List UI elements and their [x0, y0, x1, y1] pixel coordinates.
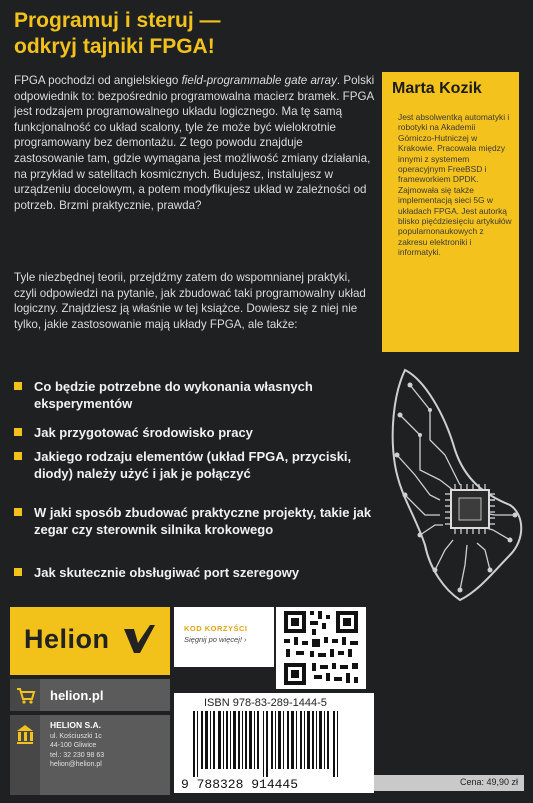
publisher-address-row	[10, 715, 170, 795]
helion-logo	[10, 607, 170, 675]
bullet-square-icon	[14, 428, 22, 436]
author-name: Marta Kozik	[392, 80, 482, 97]
publisher-address	[50, 721, 165, 770]
back-cover-title	[14, 8, 334, 60]
author-bio: Jest absolwentką automatyki i robotyki na Akademii Górniczo-Hutniczej w Krakowie. Pracowała między innymi z systemem operacyjnym FreeBSD i frameworkiem DPDK. Zajmowała się także implementacją sieci 5G w układach FPGA. Jest autorką blisko pięćdziesięciu artykułów popularnonaukowych z zakresu elektroniki i informatyki.	[398, 112, 512, 258]
title-line-2: odkryj tajniki FPGA!	[14, 35, 215, 58]
publisher-url[interactable]: helion.pl	[50, 688, 104, 703]
helion-logo-check	[122, 623, 156, 655]
qr-code-graphic	[276, 607, 366, 689]
bullet-square-icon	[14, 452, 22, 460]
price: Cena: 49,90 zł	[459, 777, 518, 787]
address-line: helion@helion.pl	[50, 761, 102, 768]
barcode-digits: 9 788328 914445	[181, 777, 299, 791]
intro-paragraph-1: FPGA pochodzi od angielskiego field-programmable gate array. Polski odpowiednik to: bezpośrednio programowalna macierz bramek. FPGA jest rodzajem programowalnego układu logicznego. Ma tę samą funkcjonalność co układ scalony, tyle że może być wielokrotnie programowany bez demontażu. Z tego powodu znajduje zastosowanie tam, gdzie wymagana jest możliwość zmiany działania, na przykład w satelitach kosmicznych. Budujesz, instalujesz w urządzeniu docelowym, a potem modyfikujesz układ w zależności od potrzeb. Brzmi praktycznie, prawda?	[14, 74, 375, 212]
publisher-block	[10, 607, 170, 795]
isbn-box	[174, 693, 374, 793]
cart-icon	[10, 679, 40, 711]
publisher-url-row[interactable]	[10, 679, 170, 711]
bullet-square-icon	[14, 568, 22, 576]
kod-title: KOD KORZYŚCI	[184, 624, 248, 633]
publisher-name: HELION S.A.	[50, 720, 102, 730]
chip-circuit-illustration	[385, 355, 530, 605]
isbn-label: ISBN 978-83-289-1444-5	[204, 697, 327, 709]
kod-subtitle: Sięgnij po więcej! ›	[184, 635, 247, 644]
title-line-1: Programuj i steruj —	[14, 9, 221, 32]
barcode	[179, 711, 369, 791]
author-box	[382, 72, 519, 352]
helion-logo-text: Helion	[24, 624, 110, 654]
bullet-square-icon	[14, 382, 22, 390]
price-box	[374, 775, 524, 791]
bullet-square-icon	[14, 508, 22, 516]
building-icon	[10, 715, 40, 795]
address-line: ul. Kościuszki 1c	[50, 732, 102, 740]
kod-korzysci-box[interactable]	[174, 607, 274, 667]
intro-paragraph-2: Tyle niezbędnej teorii, przejdźmy zatem do wspomnianej praktyki, czyli odpowiedzi na pytanie, jak zbudować taki programowalny układ logiczny. Znajdziesz ją właśnie w tej książce. Dowiesz się z niej nie tylko, jakie zastosowanie mają układy FPGA, ale także:	[14, 271, 366, 331]
address-line: tel.: 32 230 98 63	[50, 751, 105, 759]
address-line: 44-100 Gliwice	[50, 742, 97, 749]
qr-code[interactable]	[276, 607, 366, 689]
